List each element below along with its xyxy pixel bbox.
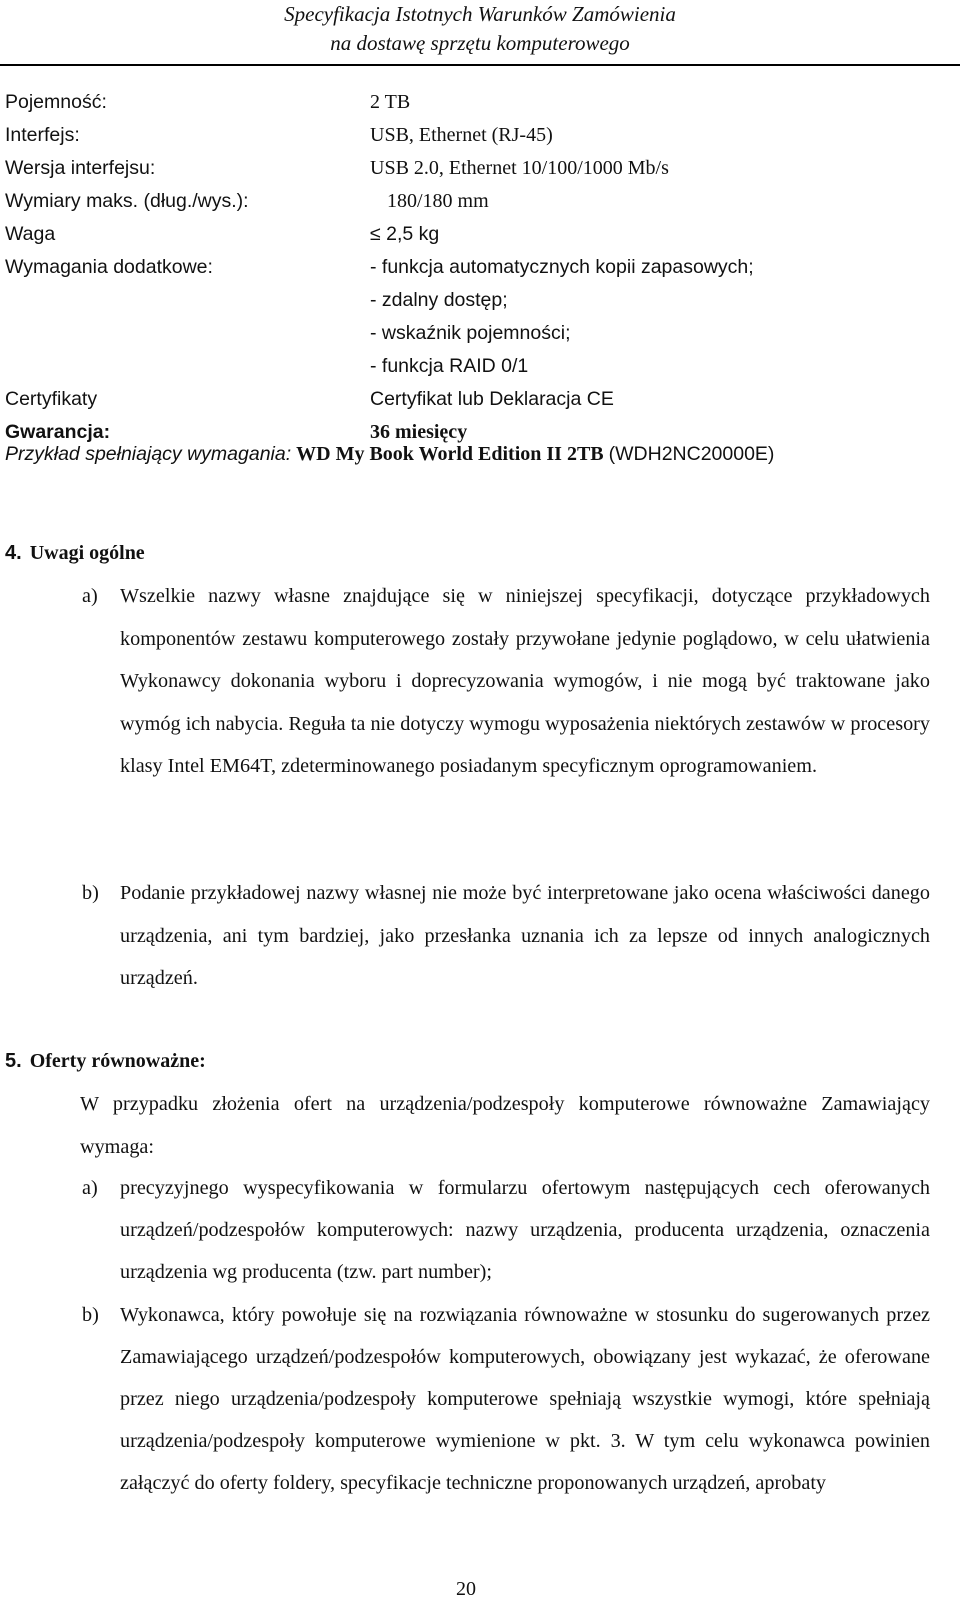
extra-value-4: - funkcja RAID 0/1: [370, 355, 529, 377]
spec-row-extra-3: [5, 317, 955, 350]
spec-row-interface-version: [5, 152, 955, 185]
list-marker: b): [82, 1304, 99, 1326]
dimensions-value: 180/180 mm: [387, 190, 489, 212]
list-item-text: Wszelkie nazwy własne znajdujące się w niniejszej specyfikacji, dotyczące przykładowych komponentów zestawu komputerowego zostały przywołane jedynie poglądowo, w celu ułatwienia Wykonawcy dokonania wyboru i doprecyzowania wymogów, i nie mogą być traktowane jako wymóg ich nabycia. Reguła ta nie dotyczy wymogu wyposażenia niektórych zestawów w procesory klasy Intel EM64T, zdeterminowanego posiadanym specyficznym oprogramowaniem.: [120, 585, 930, 777]
warranty-label: Gwarancja:: [5, 421, 111, 443]
section-4-heading: [5, 540, 145, 566]
example-label: Przykład spełniający wymagania:: [5, 443, 292, 465]
spec-row-certificates: [5, 383, 955, 416]
list-marker: a): [82, 1177, 98, 1199]
certificates-label: Certyfikaty: [5, 388, 98, 410]
extra-value-3: - wskaźnik pojemności;: [370, 322, 571, 344]
example-code: (WDH2NC20000E): [608, 443, 775, 465]
list-item-text: Podanie przykładowej nazwy własnej nie może być interpretowane jako ocena właściwości danego urządzenia, ani tym bardziej, jako przesłanka uznania ich za lepsze od innych analogicznych urządzeń.: [120, 882, 930, 989]
spec-row-extra-2: [5, 284, 955, 317]
spec-row-dimensions: [5, 185, 955, 218]
capacity-value: 2 TB: [370, 91, 411, 113]
section-5-title: Oferty równoważne:: [29, 1050, 206, 1072]
weight-value: ≤ 2,5 kg: [370, 223, 440, 245]
example-line: [5, 438, 774, 471]
spec-row-extra-4: [5, 350, 955, 383]
interface-version-value: USB 2.0, Ethernet 10/100/1000 Mb/s: [370, 157, 669, 179]
spec-table: [5, 86, 955, 449]
spec-row-weight: [5, 218, 955, 251]
warranty-value: 36 miesięcy: [370, 421, 468, 443]
interface-label: Interfejs:: [5, 124, 80, 146]
dimensions-label: Wymiary maks. (dług./wys.):: [5, 190, 249, 212]
capacity-label: Pojemność:: [5, 91, 107, 113]
section-5-heading: [5, 1048, 206, 1074]
document-header: [0, 0, 960, 58]
header-title-line2: na dostawę sprzętu komputerowego: [330, 31, 630, 55]
spec-row-capacity: [5, 86, 955, 119]
page-number: 20: [456, 1578, 476, 1600]
example-model: WD My Book World Edition II 2TB: [296, 443, 604, 465]
spec-row-interface: [5, 119, 955, 152]
interface-value: USB, Ethernet (RJ-45): [370, 124, 553, 146]
list-item-text: precyzyjnego wyspecyfikowania w formularzu ofertowym następujących cech oferowanych urządzeń/podzespołów komputerowych: nazwy urządzenia, producenta urządzenia, oznaczenia urządzenia wg producenta (tzw. part number);: [120, 1177, 930, 1283]
spec-row-extra: [5, 251, 955, 284]
list-item-text: Wykonawca, który powołuje się na rozwiązania równoważne w stosunku do sugerowanych przez Zamawiającego urządzeń/podzespołów komputerowych, obowiązany jest wykazać, że oferowane przez niego urządzenia/podzespoły komputerowe spełniają wszystkie wymogi, które spełniają urządzenia/podzespoły komputerowe wymienione w pkt. 3. W tym celu wykonawca powinien załączyć do oferty foldery, specyfikacje techniczne proponowanych urządzeń, aprobaty: [120, 1304, 930, 1494]
section-5-intro: W przypadku złożenia ofert na urządzenia/podzespoły komputerowe równoważne Zamawiający wymaga:: [80, 1093, 930, 1158]
header-title-line1: Specyfikacja Istotnych Warunków Zamówienia: [284, 2, 676, 26]
extra-label: Wymagania dodatkowe:: [5, 256, 213, 278]
list-marker: b): [82, 882, 99, 904]
extra-value-2: - zdalny dostęp;: [370, 289, 508, 311]
section-4-title: Uwagi ogólne: [29, 542, 145, 564]
section-5-number: 5.: [5, 1050, 22, 1072]
list-marker: a): [82, 585, 98, 607]
section-4-number: 4.: [5, 542, 22, 564]
interface-version-label: Wersja interfejsu:: [5, 157, 156, 179]
weight-label: Waga: [5, 223, 56, 245]
header-divider: [0, 64, 960, 66]
certificates-value: Certyfikat lub Deklaracja CE: [370, 388, 614, 410]
extra-value-1: - funkcja automatycznych kopii zapasowych;: [370, 256, 754, 278]
